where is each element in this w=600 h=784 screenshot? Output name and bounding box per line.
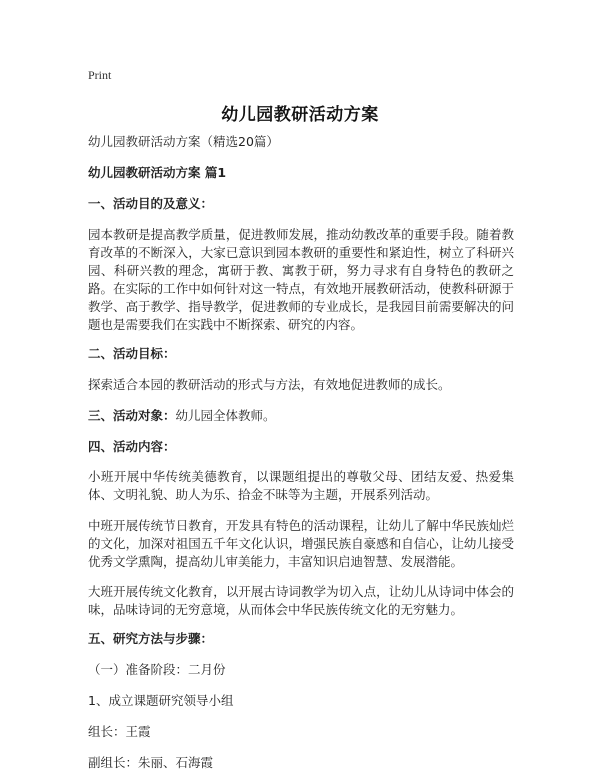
- section-1-paragraph: 园本教研是提高教学质量，促进教师发展，推动幼教改革的重要手段。随着教育改革的不断深入，大家已意识到园本教研的重要性和紧迫性，树立了科研兴园、科研兴教的理念，寓研于教、寓教于研，努力寻求有自身特色的教研之路。在实际的工作中如何针对这一特点，有效地开展教研活动，使教科研源于教学、高于教学、指导教学，促进教师的专业成长，是我园目前需要解决的问题也是需要我们在实践中不断探索、研究的内容。: [88, 226, 514, 332]
- section-5-heading: 五、研究方法与步骤：: [88, 631, 214, 646]
- section-3-text: 幼儿园全体教师。: [175, 407, 276, 423]
- section-1-heading: 一、活动目的及意义：: [88, 196, 214, 211]
- section-4-paragraph-2: 中班开展传统节日教育，开发具有特色的活动课程，让幼儿了解中华民族灿烂的文化，加深对祖国五千年文化认识，增强民族自豪感和自信心，让幼儿接受优秀文学熏陶，提高幼儿审美能力，丰富知识启迪智慧、发展潜能。: [88, 517, 514, 569]
- section-3-line: [88, 406, 514, 425]
- document-subtitle: 幼儿园教研活动方案（精选20篇）: [88, 134, 279, 149]
- section-5-leader: 组长：王霞: [88, 724, 151, 739]
- section-2-heading: 二、活动目标：: [88, 345, 176, 361]
- print-link[interactable]: Print: [88, 68, 112, 82]
- page-title: 幼儿园教研活动方案: [221, 105, 379, 125]
- section-5-deputy: 副组长：朱丽、石海霞: [88, 755, 214, 770]
- section-4-heading: 四、活动内容：: [88, 438, 176, 454]
- section-3-heading: 三、活动对象：: [88, 407, 176, 423]
- section-title: 幼儿园教研活动方案 篇1: [88, 165, 227, 180]
- section-4-paragraph-3: 大班开展传统文化教育，以开展古诗词教学为切入点，让幼儿从诗词中体会的味，品味诗词的无穷意境，从而体会中华民族传统文化的无穷魅力。: [88, 584, 514, 617]
- section-4-paragraph-1: 小班开展中华传统美德教育，以课题组提出的尊敬父母、团结友爱、热爱集体、文明礼貌、助人为乐、拾金不昧等为主题，开展系列活动。: [88, 469, 514, 502]
- section-5-item-1: 1、成立课题研究领导小组: [88, 693, 234, 708]
- section-5-stage: （一）准备阶段：二月份: [88, 662, 226, 677]
- document-content: [88, 132, 514, 784]
- section-2-paragraph: 探索适合本园的教研活动的形式与方法，有效地促进教师的成长。: [88, 376, 451, 392]
